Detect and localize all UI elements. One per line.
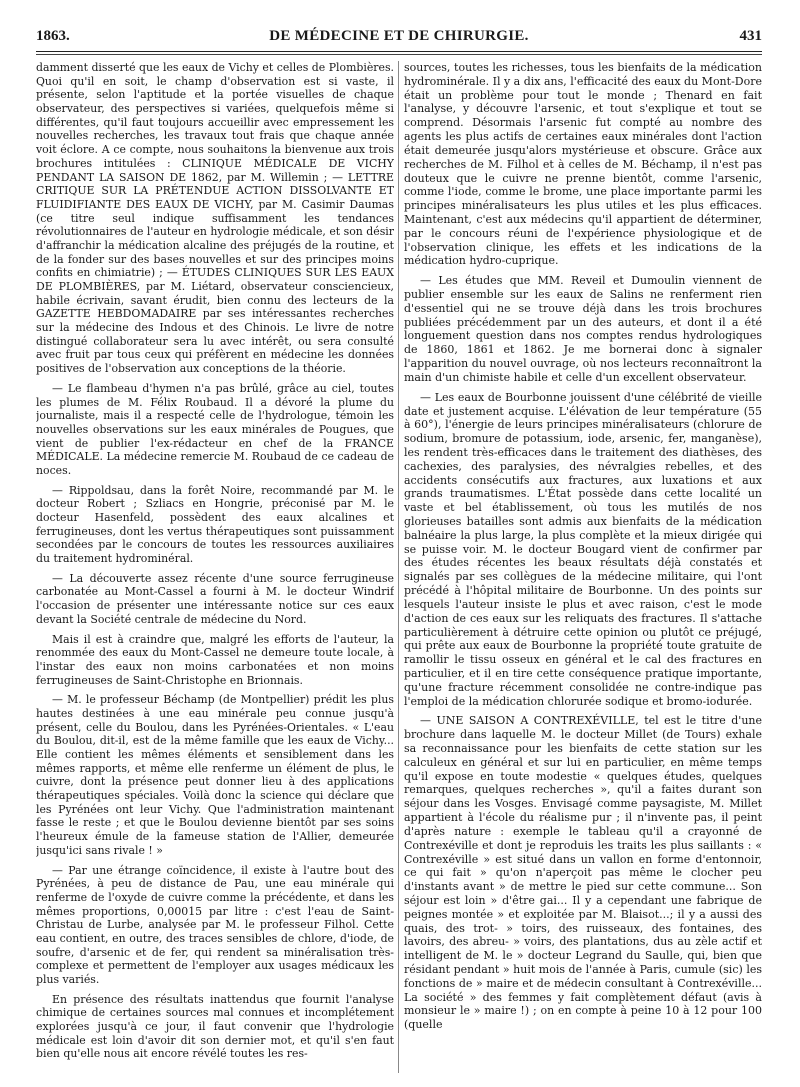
right-paragraph-2: — Les études que MM. Reveil et Dumoulin viennent de publier ensemble sur les eaux de Salins ne renferment rien d'essentiel qui ne se trouve déjà dans les trois brochures publiées précédemment par un des auteurs, et dont il a été longuement question dans nos comptes rendus hydrologiques de 1860, 1861 et 1862. Je me bornerai donc à signaler l'apparition du nouvel ouvrage, où nos lecteurs reconnaîtront la main d'un chimiste habile et celle d'un excellent observateur. [404,274,762,384]
right-paragraph-4: — UNE SAISON A CONTREXÉVILLE, tel est le titre d'une brochure dans laquelle M. le docteur Millet (de Tours) exhale sa reconnaissance pour les bienfaits de cette station sur les calculeux en général et sur lui en particulier, en même temps qu'il expose en toute modestie « quelques études, quelques remarques, quelques recherches », qu'il a faites durant son séjour dans les Vosges. Envisagé comme paysagiste, M. Millet appartient à l'école du réalisme pur ; il n'invente pas, il peint d'après nature : exemple le tableau qu'il a crayonné de Contrexéville et dont je reproduis les traits les plus saillants : « Contrexéville » est situé dans un vallon en forme d'entonnoir, ce qui fait » qu'on n'aperçoit pas même le clocher peu d'instants avant » de mettre le pied sur cette commune... Son séjour est loin » d'être gai... Il y a cependant une fabrique de peignes montée » et exploitée par M. Blaisot...; il y a aussi des quais, des trot- » toirs, des ruisseaux, des fontaines, des lavoirs, des abreu- » voirs, des plantations, dus au zèle actif et intelligent de M. le » docteur Legrand du Saulle, qui, bien que résidant pendant » huit mois de l'année à Paris, cumule (sic) les fonctions de » maire et de médecin consultant à Contrexéville... La société » des femmes y fait complètement défaut (avis à monsieur le » maire !) ; on en compte à peine 10 à 12 pour 100 (quelle [404,714,762,1032]
right-column [404,61,762,1073]
left-paragraph-2: — Le flambeau d'hymen n'a pas brûlé, grâce au ciel, toutes les plumes de M. Félix Roubaud. Il a dévoré la plume du journaliste, mais il a respecté celle de l'hydrologue, témoin les nouvelles observations sur les eaux minérales de Pougues, que vient de publier l'ex-rédacteur en chef de la FRANCE MÉDICALE. La médecine remercie M. Roubaud de ce cadeau de noces. [36,381,394,477]
left-paragraph-5: Mais il est à craindre que, malgré les efforts de l'auteur, la renommée des eaux du Mont-Cassel ne demeure toute locale, à l'instar des eaux non moins carbonatées et non moins ferrugineuses de Saint-Christophe en Brionnais. [36,632,394,687]
left-paragraph-4: — La découverte assez récente d'une source ferrugineuse carbonatée au Mont-Cassel a fourni à M. le docteur Windrif l'occasion de présenter une intéressante notice sur ces eaux devant la Société centrale de médecine du Nord. [36,571,394,626]
header-title: DE MÉDECINE ET DE CHIRURGIE. [269,28,529,44]
left-column [36,61,394,1073]
left-paragraph-8: En présence des résultats inattendus que fournit l'analyse chimique de certaines sources mal connues et incomplétement explorées jusqu'à ce jour, il faut convenir que l'hydrologie médicale est loin d'avoir dit son dernier mot, et qu'il s'en faut bien qu'elle nous ait encore révélé toutes les res- [36,992,394,1061]
right-paragraph-1: sources, toutes les richesses, tous les bienfaits de la médication hydrominérale. Il y a dix ans, l'efficacité des eaux du Mont-Dore était un problème pour tout le monde ; Thenard en fait l'analyse, y découvre l'arsenic, et tout s'explique et tout se comprend. Désormais l'arsenic fut compté au nombre des agents les plus actifs de certaines eaux minérales dont l'action était demeurée jusqu'alors mystérieuse et obscure. Grâce aux recherches de M. Filhol et à celles de M. Béchamp, il n'est pas douteux que le cuivre ne prenne bientôt, comme l'arsenic, comme l'iode, comme le brome, une place importante parmi les principes minéralisateurs les plus utiles et les plus efficaces. Maintenant, c'est aux médecins qu'il appartient de déterminer, par le concours réuni de l'expérience physiologique et de l'observation clinique, les effets et les indications de la médication hydro-cuprique. [404,61,762,268]
left-paragraph-6: — M. le professeur Béchamp (de Montpellier) prédit les plus hautes destinées à une eau minérale peu connue jusqu'à présent, celle du Boulou, dans les Pyrénées-Orientales. « L'eau du Boulou, dit-il, est de la même famille que les eaux de Vichy... Elle contient les mêmes éléments et sensiblement dans les mêmes rapports, et même elle renferme un élément de plus, le cuivre, dont la présence peut donner lieu à des applications thérapeutiques spéciales. Voilà donc la science qui déclare que les Pyrénées ont leur Vichy. Que l'administration maintenant fasse le reste ; et que le Boulou devienne bientôt par ses soins l'heureux émule de la fameuse station de l'Allier, demeurée jusqu'ici sans rivale ! » [36,693,394,857]
right-paragraph-3: — Les eaux de Bourbonne jouissent d'une célébrité de vieille date et justement acquise. L'élévation de leur température (55 à 60°), l'énergie de leurs principes minéralisateurs (chlorure de sodium, bromure de potassium, iode, arsenic, fer, manganèse), les rendent très-efficaces dans le traitement des diathèses, des cachexies, des paralysies, des névralgies rebelles, et des accidents consécutifs aux fractures, aux luxations et aux grands traumatismes. L'État possède dans cette localité un vaste et bel établissement, où tous les mutilés de nos glorieuses batailles sont admis aux bienfaits de la médication balnéaire la plus large, la plus complète et la mieux dirigée qui se puisse voir. M. le docteur Bougard vient de confirmer par des études récentes les beaux résultats déjà constatés et signalés par ses collègues de la médecine militaire, qui l'ont précédé à l'hôpital militaire de Bourbonne. Un des points sur lesquels l'auteur insiste le plus et avec raison, c'est le mode d'action de ces eaux sur les reliquats des fractures. Il s'attache particulièrement à détruire cette opinion ou plutôt ce préjugé, qui prête aux eaux de Bourbonne la propriété toute gratuite de ramollir le tissu osseux en général et le cal des fractures en particulier, et il en tire cette conséquence pratique importante, qu'une fracture récemment consolidée ne contre-indique pas l'emploi de la médication chlorurée sodique et bromo-iodurée. [404,390,762,708]
header-rule-thin [36,54,762,55]
column-divider [398,61,399,1073]
header-year: 1863. [36,28,70,44]
left-paragraph-1: damment disserté que les eaux de Vichy et celles de Plombières. Quoi qu'il en soit, le champ d'observation est si vaste, il présente, selon l'aptitude et la portée visuelles de chaque observateur, des perspectives si variées, quelquefois même si différentes, qu'il faut toujours accueillir avec empressement les nouvelles recherches, les travaux tout frais que chaque année voit éclore. A ce compte, nous souhaitons la bienvenue aux trois brochures intitulées : CLINIQUE MÉDICALE DE VICHY PENDANT LA SAISON DE 1862, par M. Willemin ; — LETTRE CRITIQUE SUR LA PRÉTENDUE ACTION DISSOLVANTE ET FLUIDIFIANTE DES EAUX DE VICHY, par M. Casimir Daumas (ce titre seul indique suffisamment les tendances révolutionnaires de l'auteur en hydrologie médicale, et son désir d'affranchir la médication alcaline des préjugés de la routine, et de la fonder sur des bases nouvelles et sur des principes moins confits en chimiatrie) ; — ÉTUDES CLINIQUES SUR LES EAUX DE PLOMBIÈRES, par M. Liétard, observateur consciencieux, habile écrivain, savant érudit, bien connu des lecteurs de la GAZETTE HEBDOMADAIRE par ses intéressantes recherches sur la médecine des Indous et des Chinois. Le livre de notre distingué collaborateur sera lu avec intérêt, ou sera consulté avec fruit par tous ceux qui préfèrent en médecine les données positives de l'observation aux conceptions de la théorie. [36,61,394,376]
left-paragraph-3: — Rippoldsau, dans la forêt Noire, recommandé par M. le docteur Robert ; Szliacs en Hongrie, préconisé par M. le docteur Hasenfeld, possèdent des eaux alcalines et ferrugineuses, dont les vertus thérapeutiques sont puissamment secondées par le concours de toutes les ressources auxiliaires du traitement hydrominéral. [36,483,394,566]
left-paragraph-7: — Par une étrange coïncidence, il existe à l'autre bout des Pyrénées, à peu de distance de Pau, une eau minérale qui renferme de l'oxyde de cuivre comme la précédente, et dans les mêmes proportions, 0,00015 par litre : c'est l'eau de Saint-Christau de Lurbe, analysée par M. le professeur Filhol. Cette eau contient, en outre, des traces sensibles de chlore, d'iode, de soufre, d'arsenic et de fer, qui rendent sa minéralisation très-complexe et permettent de l'employer aux usages médicaux les plus variés. [36,863,394,986]
header-rule [36,51,762,52]
page-header [36,28,762,50]
page-number: 431 [739,28,762,44]
